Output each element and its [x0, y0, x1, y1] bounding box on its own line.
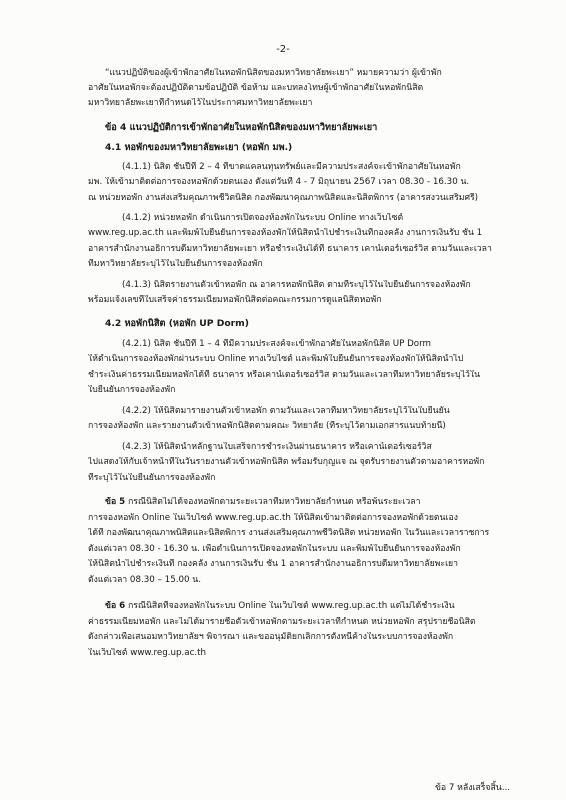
- paragraph-line: ดังกล่าวเพื่อเสนอมหาวิทยาลัยฯ พิจารณา และขออนุมัติยกเลิกการตั้งหนี้ค้างในระบบการจองห้องพัก: [88, 632, 454, 642]
- paragraph-line: ใบยืนยันการจองห้องพัก: [88, 385, 176, 395]
- paragraph-line: ไปแสดงให้กับเจ้าหน้าที่ในวันรายงานตัวเข้าหอพักนิสิต พร้อมรับกุญแจ ณ จุดรับรายงานตัวตามอาคารหอพัก: [88, 457, 485, 467]
- intro-line: อาศัยในหอพักจะต้องปฏิบัติตามข้อปฏิบัติ ข้อห้าม และบทลงโทษผู้เข้าพักอาศัยในหอพักนิสิต: [88, 83, 424, 93]
- paragraph-line: (4.1.2) หน่วยหอพัก ดำเนินการเปิดจองห้องพักในระบบ Online ทางเว็บไซต์: [122, 213, 404, 223]
- clause6-label: ข้อ 6: [105, 601, 126, 611]
- clause6-line: [105, 601, 508, 612]
- clause5-line: [105, 497, 508, 508]
- paragraph-line: ชำระเงินค่าธรรมเนียมหอพักได้ที่ ธนาคาร หรือเคาน์เตอร์เซอร์วิส ตามวันและเวลาที่มหาวิทยาลัยระบุไว้ใน: [88, 370, 481, 380]
- paragraph-line: (4.1.1) นิสิต ชั้นปีที่ 2 – 4 ที่ขาดแคลนทุนทรัพย์และมีความประสงค์จะเข้าพักอาศัยในหอพัก: [122, 162, 461, 172]
- clause5-text: กรณีนิสิตไม่ได้จองหอพักตามระยะเวลาที่มหาวิทยาลัยกำหนด หรือพ้นระยะเวลา: [128, 497, 421, 507]
- clause5-label: ข้อ 5: [105, 497, 126, 507]
- intro-line: “แนวปฏิบัติของผู้เข้าพักอาศัยในหอพักนิสิตของมหาวิทยาลัยพะเยา” หมายความว่า ผู้เข้าพัก: [105, 68, 442, 78]
- paragraph-line: ในเว็บไซต์ www.reg.up.ac.th: [88, 648, 207, 658]
- paragraph-line: ตั้งแต่เวลา 08.30 – 15.00 น.: [88, 575, 202, 585]
- paragraph-line: ค่าธรรมเนียมหอพัก และไม่ได้มารายชื่อตัวเข้าหอพักตามระยะเวลาที่กำหนด หน่วยหอพัก สรุปรายชื่อนิสิต: [88, 617, 476, 627]
- paragraph-line: ตั้งแต่เวลา 08.30 - 16.30 น. เพื่อดำเนินการเปิดจองหอพักในระบบ และพิมพ์ใบยืนยันการจองห้องพัก: [88, 544, 461, 554]
- paragraph-line: มพ. ให้เข้ามาติดต่อการจองหอพักด้วยตนเอง ตั้งแต่วันที่ 4 - 7 มิถุนายน 2567 เวลา 08.30 - 16.30 น.: [88, 177, 470, 187]
- paragraph-line: ให้นิสิตนำไปชำระเงินที่ กองคลัง งานการเงินรับ ชั้น 1 อาคารสำนักงานอธิการบดีมหาวิทยาลัยพะเยา: [88, 559, 459, 569]
- paragraph-line: (4.2.1) นิสิต ชั้นปีที่ 1 – 4 ที่มีความประสงค์จะเข้าพักอาศัยในหอพักนิสิต UP Dorm: [122, 339, 431, 349]
- clause6-text: กรณีนิสิตที่จองหอพักในระบบ Online ในเว็บไซต์ www.reg.up.ac.th แต่ไม่ได้ชำระเงิน: [128, 601, 455, 611]
- paragraph-line: พร้อมแจ้งเลขที่ใบเสร็จค่าธรรมเนียมหอพักนิสิตต่อคณะกรรมการดูแลนิสิตหอพัก: [88, 295, 382, 305]
- page-number: -2-: [276, 44, 290, 55]
- intro-line: มหาวิทยาลัยพะเยาที่กำหนดไว้ในประกาศมหาวิทยาลัยพะเยา: [88, 98, 313, 108]
- paragraph-line: ได้ที่ กองพัฒนาคุณภาพนิสิตและนิสิตพิการ งานส่งเสริมคุณภาพชีวิตนิสิต หน่วยหอพัก ในวันและเวลาราชการ: [88, 528, 490, 538]
- section-4-2-heading: 4.2 หอพักนิสิต (หอพัก UP Dorm): [105, 318, 249, 329]
- paragraph-line: อาคารสำนักงานอธิการบดีมหาวิทยาลัยพะเยา หรือชำระเงินได้ที่ ธนาคาร เคาน์เตอร์เซอร์วิส ตามวันและเวลา: [88, 244, 492, 254]
- clause4-heading: ข้อ 4 แนวปฏิบัติการเข้าพักอาศัยในหอพักนิสิตของมหาวิทยาลัยพะเยา: [105, 122, 378, 133]
- paragraph-line: (4.2.2) ให้นิสิตมารายงานตัวเข้าหอพัก ตามวันและเวลาที่มหาวิทยาลัยระบุไว้ในใบยืนยัน: [122, 406, 450, 416]
- section-4-1-heading: 4.1 หอพักของมหาวิทยาลัยพะเยา (หอพัก มพ.): [105, 142, 293, 153]
- paragraph-line: ณ หน่วยหอพัก งานส่งเสริมคุณภาพชีวิตนิสิต กองพัฒนาคุณภาพนิสิตและนิสิตพิการ (อาคารสงวนเสริมศรี): [88, 193, 479, 203]
- paragraph-line: (4.1.3) นิสิตรายงานตัวเข้าหอพัก ณ อาคารหอพักนิสิต ตามที่ระบุไว้ในใบยืนยันการจองห้องพัก: [122, 280, 471, 290]
- paragraph-line: การจองห้องพัก และรายงานตัวเข้าหอพักนิสิตตามคณะ วิทยาลัย (ที่ระบุไว้ตามเอกสารแนบท้ายนี้): [88, 421, 446, 431]
- paragraph-line: ที่ระบุไว้ในใบยืนยันการจองห้องพัก: [88, 473, 216, 483]
- paragraph-line: การจองหอพัก Online ในเว็บไซต์ www.reg.up.ac.th ให้นิสิตเข้ามาติดต่อการจองหอพักด้วยตนเอง: [88, 513, 458, 523]
- paragraph-line: ที่มหาวิทยาลัยระบุไว้ในใบยืนยันการจองห้องพัก: [88, 259, 263, 269]
- paragraph-line: (4.2.3) ให้นิสิตนำหลักฐานใบเสร็จการชำระเงินผ่านธนาคาร หรือเคาน์เตอร์เซอร์วิส: [122, 442, 432, 452]
- paragraph-line: www.reg.up.ac.th และพิมพ์ใบยืนยันการจองห้องพักให้นิสิตนำไปชำระเงินที่กองคลัง งานการเงินรับ ชั้น 1: [88, 228, 483, 238]
- paragraph-line: ให้ดำเนินการจองห้องพักผ่านระบบ Online ทางเว็บไซต์ และพิมพ์ใบยืนยันการจองห้องพักให้นิสิตนำไป: [88, 354, 464, 364]
- continuation-note: ข้อ 7 หลังเสร็จสิ้น...: [434, 783, 510, 793]
